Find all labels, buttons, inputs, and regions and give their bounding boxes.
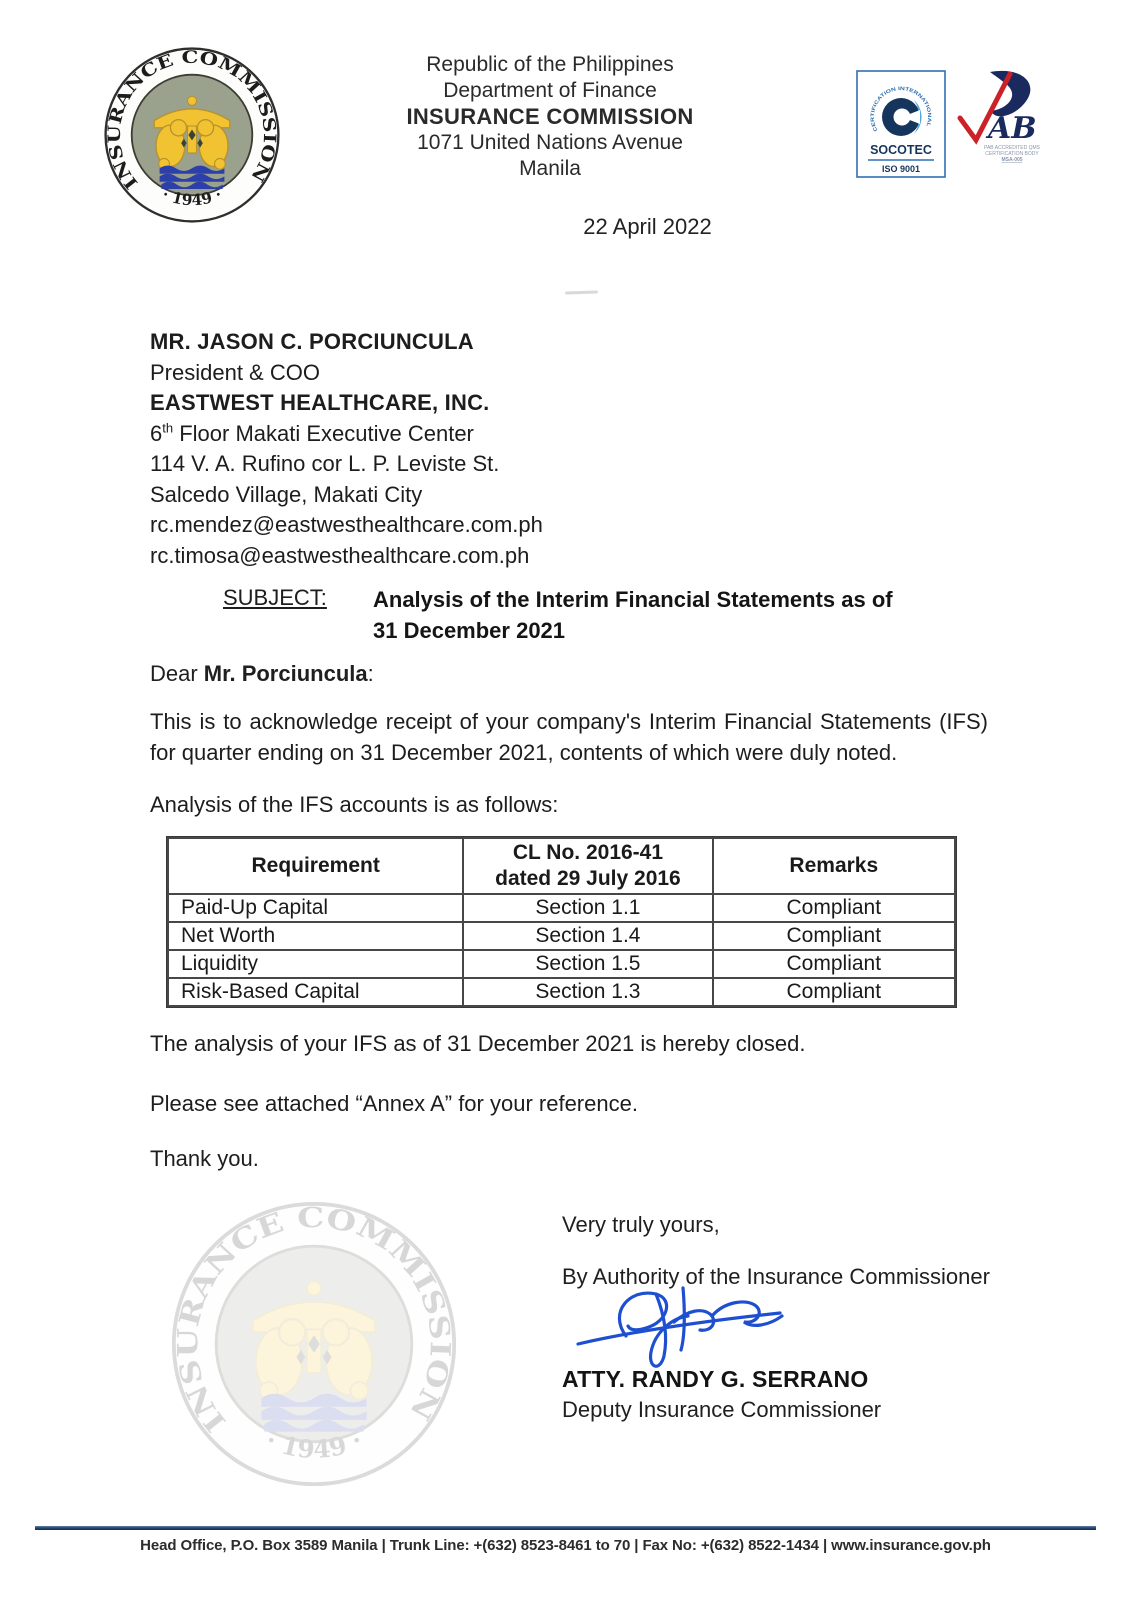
recipient-address-line-3: Salcedo Village, Makati City [150,481,423,507]
table-row [168,978,955,1006]
body-paragraph-4: Please see attached “Annex A” for your reference. [150,1091,638,1116]
cell-requirement: Liquidity [168,950,463,978]
socotec-iso-label: ISO 9001 [881,164,921,174]
salutation: Dear Mr. Porciuncula: [150,661,374,686]
table-header-requirement: Requirement [168,838,463,894]
footer-contact-info: Head Office, P.O. Box 3589 Manila | Trunk Line: +(632) 8523-8461 to 70 | Fax No: +(632) 8522-1434 | www.insurance.gov.ph [140,1537,991,1554]
table-header-row [168,838,955,894]
recipient-address-line-1: 6th Floor Makati Executive Center [150,420,474,446]
table-row [168,922,955,950]
signature [570,1280,805,1385]
letterhead-org-block [330,52,770,182]
cell-requirement: Net Worth [168,922,463,950]
watermark-seal-icon [168,1198,460,1490]
cell-remark: Compliant [713,950,955,978]
cell-remark: Compliant [713,978,955,1006]
pab-subtext-2: CERTIFICATION BODY [985,151,1039,157]
pab-accreditation-badge-icon [950,66,1050,166]
recipient-title: President & COO [150,359,320,385]
body-paragraph-2: Analysis of the IFS accounts is as follows: [150,792,559,817]
ifs-analysis-table [167,837,956,1007]
cell-section: Section 1.4 [463,922,712,950]
cell-section: Section 1.5 [463,950,712,978]
footer-divider [35,1526,1096,1530]
insurance-commission-seal-icon [97,45,287,225]
recipient-name: MR. JASON C. PORCIUNCULA [150,329,474,354]
table-header-remarks: Remarks [713,838,955,894]
scan-artifact [565,290,598,294]
letterhead-agency: INSURANCE COMMISSION [406,104,694,129]
cell-requirement: Paid-Up Capital [168,894,463,922]
letterhead-address: 1071 United Nations Avenue [417,131,683,154]
subject-text: Analysis of the Interim Financial Statements as of 31 December 2021 [373,587,893,643]
recipient-address-line-2: 114 V. A. Rufino cor L. P. Leviste St. [150,451,500,476]
body-paragraph-5: Thank you. [150,1146,259,1171]
recipient-block [150,327,543,571]
pab-letters: AB [988,111,1037,146]
recipient-company: EASTWEST HEALTHCARE, INC. [150,390,490,415]
pab-subtext-1: PAB ACCREDITED QMS [983,145,1041,151]
body-paragraph-3: The analysis of your IFS as of 31 December 2021 is hereby closed. [150,1031,806,1056]
table-row [168,950,955,978]
letterhead-city: Manila [519,157,581,180]
subject-label: SUBJECT: [223,585,327,610]
recipient-email-1: rc.mendez@eastwesthealthcare.com.ph [150,512,543,537]
socotec-name: SOCOTEC [870,143,932,157]
pab-subtext-3: MSA-005 [1001,157,1023,163]
letterhead-country: Republic of the Philippines [426,53,674,76]
letter-date: 22 April 2022 [583,214,712,239]
authority-line: By Authority of the Insurance Commissioner [562,1264,990,1289]
signatory-title: Deputy Insurance Commissioner [562,1397,882,1422]
socotec-arc-text: CERTIFICATION INTERNATIONAL [869,85,933,133]
cell-section: Section 1.1 [463,894,712,922]
table-header-circular: CL No. 2016-41 dated 29 July 2016 [463,838,712,894]
signatory-name: ATTY. RANDY G. SERRANO [562,1366,869,1392]
recipient-email-2: rc.timosa@eastwesthealthcare.com.ph [150,542,530,568]
socotec-iso-badge-icon [856,70,946,178]
valediction: Very truly yours, [562,1212,720,1237]
body-paragraph-1: This is to acknowledge receipt of your company's Interim Financial Statements (IFS) for quarter ending on 31 December 2021, contents of which were duly noted. [150,709,988,765]
table-row [168,894,955,922]
cell-section: Section 1.3 [463,978,712,1006]
cell-remark: Compliant [713,922,955,950]
letterhead-department: Department of Finance [443,79,657,102]
cell-remark: Compliant [713,894,955,922]
cell-requirement: Risk-Based Capital [168,978,463,1006]
